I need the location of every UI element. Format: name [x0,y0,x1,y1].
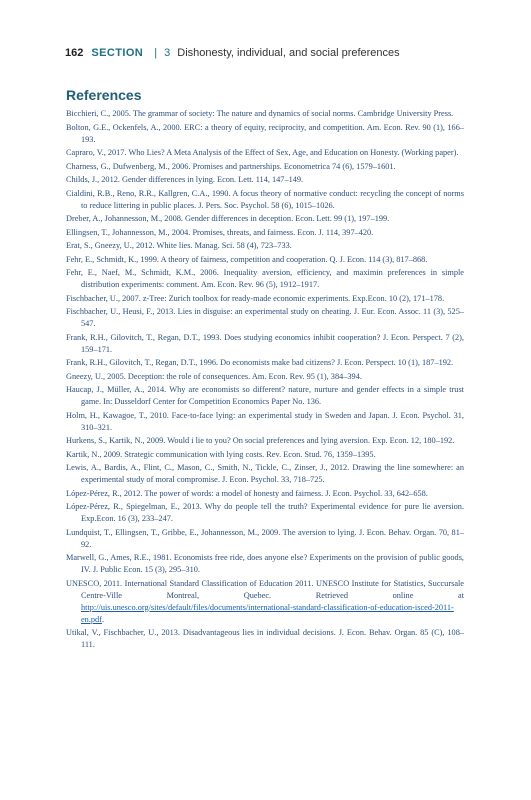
reference-item: Lundquist, T., Ellingsen, T., Gribbe, E., Johannesson, M., 2009. The aversion to lying. J. Econ. Behav. Organ. 70, 81–92. [66,527,464,549]
section-title: Dishonesty, individual, and social preferences [177,47,400,59]
reference-item: Marwell, G., Ames, R.E., 1981. Economists free ride, does anyone else? Experiments on the provision of public goods, IV. J. Public Econ. 15 (3), 295–310. [66,553,464,574]
reference-item: López-Pérez, R., Spiegelman, E., 2013. Why do people tell the truth? Experimental evidence for pure lie aversion. Exp.Econ. 16 (3), 233–247. [66,502,464,523]
reference-item: Fischbacher, U., 2007. z-Tree: Zurich toolbox for ready-made economic experiments. Exp.Econ. 10 (2), 171–178. [66,293,445,303]
page-number: 162 [65,47,84,59]
reference-item: Capraro, V., 2017. Who Lies? A Meta Analysis of the Effect of Sex, Age, and Education on Honesty. (Working paper). [66,148,459,157]
reference-item: Dreber, A., Johannesson, M., 2008. Gender differences in deception. Econ. Lett. 99 (1), 197–199. [66,214,390,223]
reference-item: Charness, G., Dufwenberg, M., 2006. Promises and partnerships. Econometrica 74 (6), 1579–1601. [66,161,396,171]
reference-item: Ellingsen, T., Johannesson, M., 2004. Promises, threats, and fairness. Econ. J. 114, 397–420. [66,227,374,237]
reference-list [66,108,464,653]
header-separator: | [154,47,158,59]
unesco-reference-text: UNESCO, 2011. International Standard Classification of Education 2011. UNESCO Institute for Statistics, Succursale Centre-Ville Montreal, Quebec. Retrieved online at [66,578,464,600]
reference-item: Gneezy, U., 2005. Deception: the role of consequences. Am. Econ. Rev. 95 (1), 384–394. [66,371,362,381]
running-header [65,47,485,59]
reference-item: Fischbacher, U., Heusi, F., 2013. Lies in disguise: an experimental study on cheating. J. Eur. Econ. Assoc. 11 (3), 525–547. [66,307,464,328]
section-label: SECTION [91,47,144,59]
reference-item: Childs, J., 2012. Gender differences in lying. Econ. Lett. 114, 147–149. [66,175,304,184]
references-heading: References [66,87,142,103]
unesco-reference-trailing: . [101,614,105,624]
reference-item: Frank, R.H., Gilovitch, T., Regan, D.T., 1996. Do economists make bad citizens? J. Econ. Perspect. 10 (1), 187–192. [66,358,454,367]
section-number: 3 [164,47,171,59]
reference-item: Fehr, E., Naef, M., Schmidt, K.M., 2006. Inequality aversion, efficiency, and maximin preferences in simple distribution experiments: comment. Am. Econ. Rev. 96 (5), 1912–1917. [66,268,464,289]
reference-item: Erat, S., Gneezy, U., 2012. White lies. Manag. Sci. 58 (4), 723–733. [66,241,292,250]
reference-item: Kartik, N., 2009. Strategic communication with lying costs. Rev. Econ. Stud. 76, 1359–1395. [66,449,376,459]
reference-item: Lewis, A., Bardis, A., Flint, C., Mason, C., Smith, N., Tickle, C., Zinser, J., 2012. Drawing the line somewhere: an experimental study of moral compromise. J. Econ. Psychol. 33, 718–725. [66,463,464,484]
reference-item: Bicchieri, C., 2005. The grammar of society: The nature and dynamics of social norms. Cambridge University Press. [66,109,454,118]
reference-item: Hurkens, S., Kartik, N., 2009. Would i lie to you? On social preferences and lying aversion. Exp. Econ. 12, 180–192. [66,436,455,445]
reference-item: Fehr, E., Schmidt, K., 1999. A theory of fairness, competition and cooperation. Q. J. Econ. 114 (3), 817–868. [66,254,428,264]
reference-item: Frank, R.H., Gilovitch, T., Regan, D.T., 1993. Does studying economics inhibit cooperation? J. Econ. Perspect. 7 (2), 159–171. [66,332,464,354]
reference-item: Cialdini, R.B., Reno, R.R., Kallgren, C.A., 1990. A focus theory of normative conduct: recycling the concept of norms to reduce littering in public places. J. Pers. Soc. Psychol. 58 (6), 1015–1026. [66,188,464,210]
reference-item: Utikal, V., Fischbacher, U., 2013. Disadvantageous lies in individual decisions. J. Econ. Behav. Organ. 85 (C), 108–111. [66,628,464,649]
reference-item: Bolton, G.E., Ockenfels, A., 2000. ERC: a theory of equity, reciprocity, and competition. Am. Econ. Rev. 90 (1), 166–193. [66,122,464,144]
reference-item-unesco [66,578,464,626]
reference-item: Haucap, J., Müller, A., 2014. Why are economists so different? nature, nurture and gender effects in a simple trust game. In: Dusseldorf Center for Competition Economics Paper No. 136. [66,385,464,406]
reference-item: López-Pérez, R., 2012. The power of words: a model of honesty and fairness. J. Econ. Psychol. 33, 642–658. [66,488,428,498]
reference-item: Holm, H., Kawagoe, T., 2010. Face-to-face lying: an experimental study in Sweden and Japan. J. Econ. Psychol. 31, 310–321. [66,410,464,432]
unesco-link[interactable]: http://uis.unesco.org/sites/default/files/documents/international-standard-classification-of-education-isced-2011-en.pdf [81,602,454,624]
